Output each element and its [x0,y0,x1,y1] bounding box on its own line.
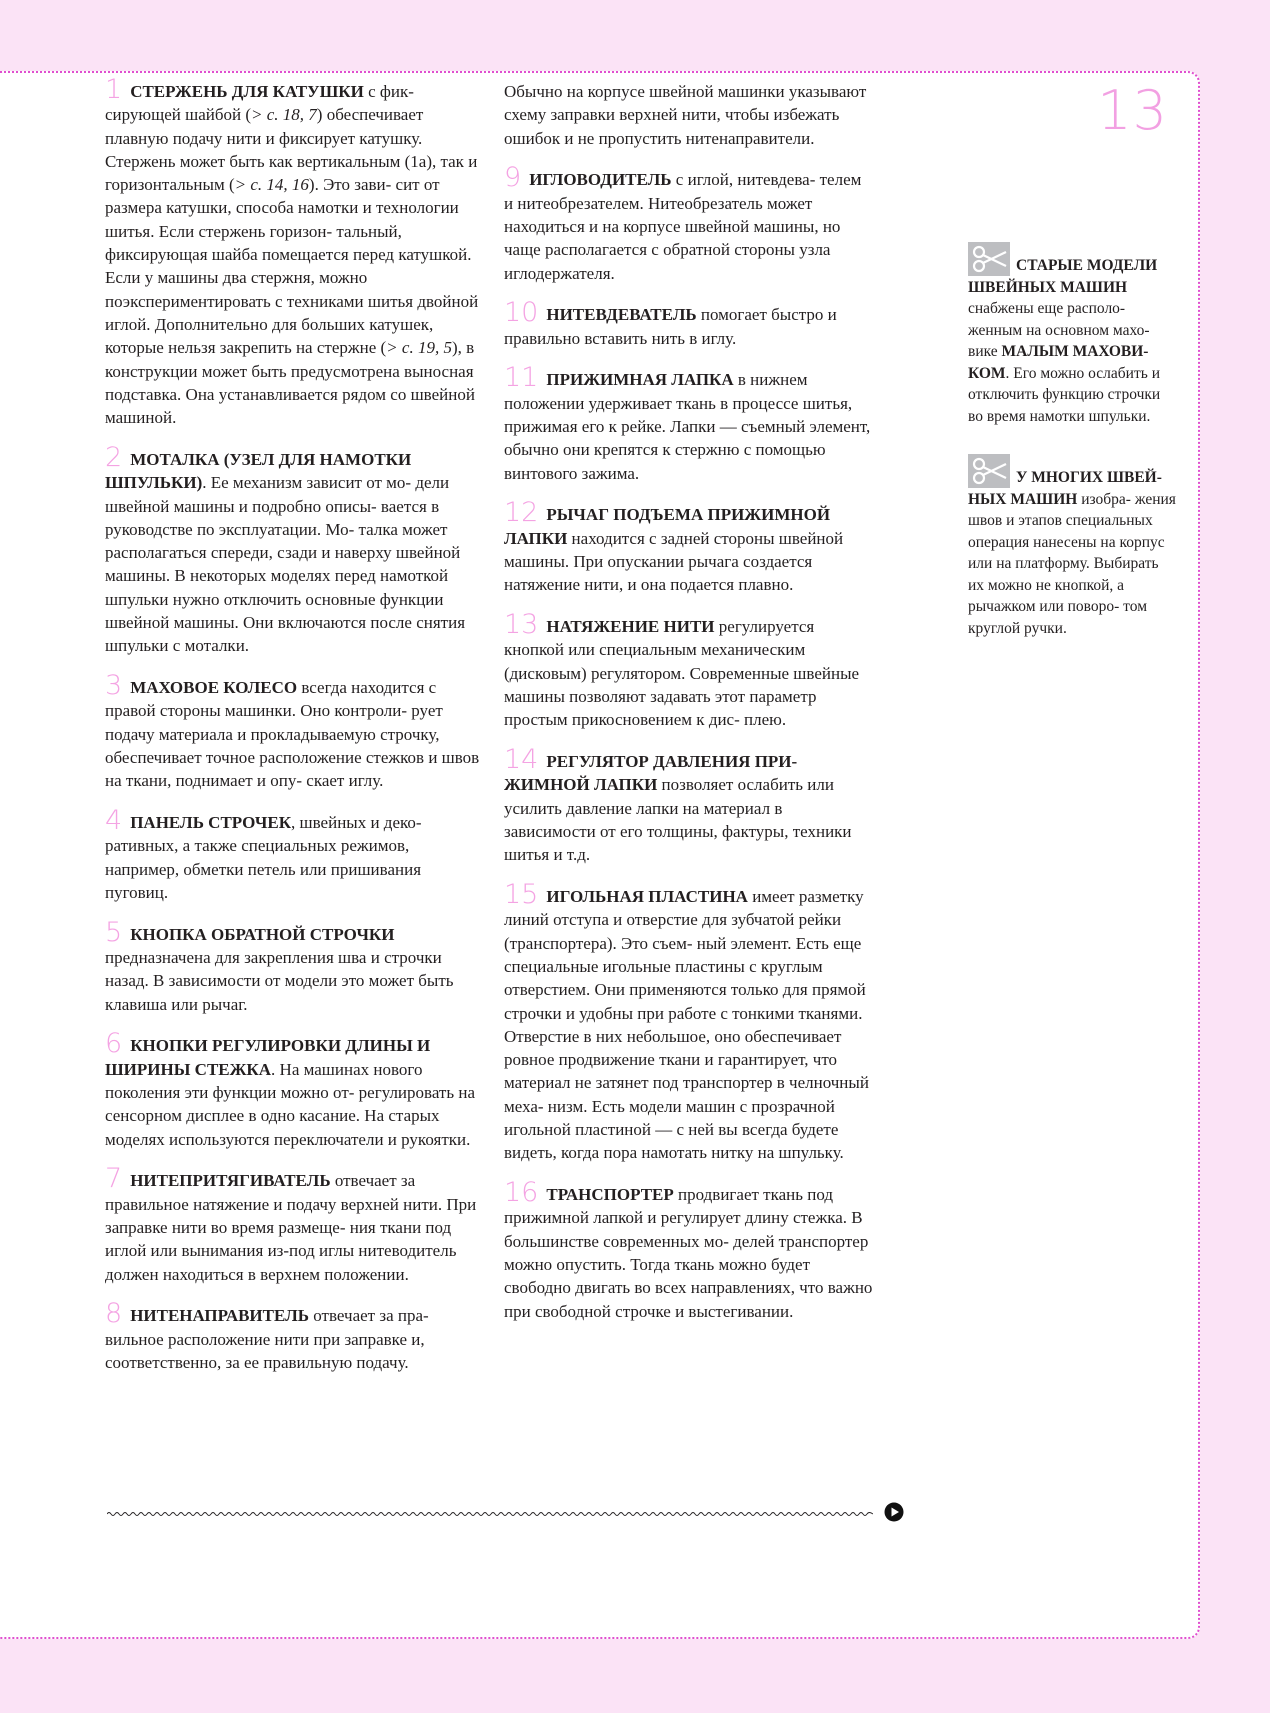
entry-text: отвечает за правильное натяжение и подачу верхней нити. При заправке нити во время размеще- ния ткани под иглой или вынимания из-под иглы нитеводитель должен находиться в верхнем положении. [105,1171,477,1284]
entry-text: имеет разметку линий отступа и отверстие для зубчатой рейки (транспортера). Это съем- ный элемент. Есть еще специальные игольные пластины с круглым отверстием. Они применяются только для прямой строчки и удобны при работе с тонкими тканями. Отверстие в них небольшое, оно обеспечивает ровное продвижение ткани и гарантирует, что материал не затянет под транспортер в челночный меха- низм. Есть модели машин с прозрачной игольной пластиной — с ней вы всегда будете видеть, когда пора намотать нитку на шпульку. [504,887,869,1163]
entry-3 [105,670,480,792]
column-left [105,74,480,1393]
entry-number: 14 [504,744,539,776]
column-intro: Обычно на корпусе швейной машинки указывают схему заправки верхней нити, чтобы избежать ошибок и не пропустить нитенаправители. [504,82,867,148]
sidebar-text: изобра- жения швов и этапов специальных операция нанесены на корпус или на платформу. Выбирать их можно не кнопкой, а рычажком или поворо- том круглой ручки. [968,490,1176,637]
entry-number: 2 [105,441,123,473]
entry-number: 11 [504,362,539,394]
sidebar-term: МАЛЫМ МАХОВИ- КОМ [968,343,1149,382]
entry-term: НАТЯЖЕНИЕ НИТИ [546,617,715,637]
entry-4 [105,805,480,904]
column-middle [504,80,874,1341]
sidebar-text: снабжены еще располо- женным на основном махо- вике [968,300,1150,360]
entry-term: ИГЛОВОДИТЕЛЬ [529,170,672,190]
entry-term: НИТЕПРИТЯГИВАТЕЛЬ [130,1171,331,1191]
entry-16 [504,1177,874,1323]
entry-6 [105,1028,480,1150]
entry-number: 5 [105,916,123,948]
entry-12 [504,497,874,596]
entry-number: 7 [105,1163,123,1195]
entry-11 [504,362,874,484]
entry-text: в нижнем положении удерживает ткань в процессе шитья, прижимая его к рейке. Лапки — съемный элемент, обычно они крепятся к стержню с помощью винтового зажима. [504,370,871,483]
entry-7 [105,1163,480,1285]
entry-13 [504,609,874,731]
entry-term: ПРИЖИМНАЯ ЛАПКА [546,370,734,390]
entry-number: 8 [105,1298,123,1330]
page-reference: > с. 19, 5 [386,338,452,358]
entry-term: НИТЕНАПРАВИТЕЛЬ [130,1306,310,1326]
entry-14 [504,744,874,866]
entry-15 [504,879,874,1165]
entry-term: ТРАНСПОРТЕР [546,1185,674,1205]
scissors-icon [968,454,1010,488]
entry-term: КНОПКИ РЕГУЛИРОВКИ ДЛИНЫ И ШИРИНЫ СТЕЖКА [105,1036,431,1079]
entry-term: НИТЕВДЕВАТЕЛЬ [546,305,697,325]
entry-number: 4 [105,805,123,837]
entry-5 [105,916,480,1016]
wavy-divider [107,1510,873,1518]
entry-term: РЫЧАГ ПОДЪЕМА ПРИЖИМНОЙ ЛАПКИ [504,505,831,548]
sidebar-text: . Его можно ослабить и отключить функцию строчки во время намотки шпульки. [968,364,1161,425]
entry-text: находится с задней стороны швейной машины. При опускании рычага создается натяжение нити, и она подается плавно. [504,528,844,595]
entry-number: 12 [504,497,539,529]
entry-number: 10 [504,297,539,329]
sidebar-term: СТАРЫЕ МОДЕЛИ ШВЕЙНЫХ МАШИН [968,257,1158,296]
entry-number: 1 [105,74,123,105]
sidebar-note-2 [968,454,1178,639]
entry-number: 9 [504,162,522,194]
entry-8 [105,1298,480,1374]
entry-term: СТЕРЖЕНЬ ДЛЯ КАТУШКИ [130,82,364,101]
entry-term: ПАНЕЛЬ СТРОЧЕК [130,813,292,833]
entry-2 [105,441,480,658]
entry-text: , швейных и деко- ративных, а также специальных режимов, например, обметки петель или пришивания пуговиц. [105,813,422,902]
entry-number: 3 [105,670,123,702]
entry-term: МОТАЛКА (УЗЕЛ ДЛЯ НАМОТКИ ШПУЛЬКИ) [105,449,412,493]
sidebar-note-1 [968,242,1178,427]
entry-text: регулируется кнопкой или специальным механическим (дисковым) регулятором. Современные швейные машины позволяют задавать этот параметр простым прикосновением к дис- плею. [504,617,860,730]
entry-term: КНОПКА ОБРАТНОЙ СТРОЧКИ [130,924,395,944]
page-reference: > с. 14, 16 [234,175,309,195]
entry-text: предназначена для закрепления шва и строчки назад. В зависимости от модели это может быть клавиша или рычаг. [105,948,454,1014]
entry-text: ), в конструкции может быть предусмотрена выносная подставка. Она устанавливается рядом со швейной машиной. [105,338,475,428]
entry-text: позволяет ослабить или усилить давление лапки на материал в зависимости от его толщины, фактуры, техники шитья и т.д. [504,775,852,865]
sidebar [968,242,1178,666]
entry-text: . На машинах нового поколения эти функции можно от- регулировать на сенсорном дисплее в одно касание. На старых моделях используются переключатели и рукоятки. [105,1059,476,1149]
page-reference: > с. 18, 7 [251,105,317,125]
entry-text: . Ее механизм зависит от мо- дели швейной машины и подробно описы- вается в руководстве по эксплуатации. Мо- талка может располагаться спереди, сзади и наверху швейной машины. В некоторых моделях перед намоткой шпульки нужно отключить основные функции швейной машины. Они включаются после снятия шпульки с моталки. [105,473,466,656]
entry-text: с фик- сирующей шайбой ( [105,82,414,125]
entry-text: с иглой, нитевдева- телем и нитеобрезателем. Нитеобрезатель может находиться и на корпусе швейной машины, но чаще располагается с обратной стороны узла иглодержателя. [504,170,862,283]
sidebar-term: У МНОГИХ ШВЕЙ- НЫХ МАШИН [968,469,1162,508]
entry-text: ). Это зави- сит от размера катушки, способа намотки и технологии шитья. Если стержень горизон- тальный, фиксирующая шайба помещается перед катушкой. Если у машины два стержня, можно поэкспериментировать с техниками шитья двойной иглой. Дополнительно для больших катушек, которые нельзя закрепить на стержне ( [105,175,479,358]
entry-text: продвигает ткань под прижимной лапкой и регулирует длину стежка. В большинстве современных мо- делей транспортер можно опустить. Тогда ткань можно будет свободно двигать во всех направлениях, что важно при свободной строчке и выстегивании. [504,1185,873,1321]
entry-term: РЕГУЛЯТОР ДАВЛЕНИЯ ПРИ- ЖИМНОЙ ЛАПКИ [504,752,798,795]
play-circle-icon[interactable] [884,1502,904,1522]
entry-9 [504,162,874,284]
entry-number: 15 [504,879,539,911]
entry-10 [504,297,874,350]
entry-term: МАХОВОЕ КОЛЕСО [130,678,298,698]
entry-number: 6 [105,1028,123,1060]
entry-number: 13 [504,609,539,641]
entry-1 [105,74,480,429]
scissors-icon [968,242,1010,276]
entry-text: всегда находится с правой стороны машинки. Оно контроли- рует подачу материала и прокладываемую строчку, обеспечивает точное расположение стежков и швов на ткани, поднимает и опу- скает иглу. [105,678,480,791]
page-number: 13 [1097,79,1168,142]
entry-number: 16 [504,1177,539,1209]
entry-term: ИГОЛЬНАЯ ПЛАСТИНА [546,887,748,907]
entry-text: ) обеспечивает плавную подачу нити и фиксирует катушку. Стержень может быть как вертикальным (1а), так и горизонтальным ( [105,105,478,195]
entry-text: помогает быстро и правильно вставить нить в иглу. [504,305,837,348]
entry-text: отвечает за пра- вильное расположение нити при заправке и, соответственно, за ее правильную подачу. [105,1306,429,1373]
